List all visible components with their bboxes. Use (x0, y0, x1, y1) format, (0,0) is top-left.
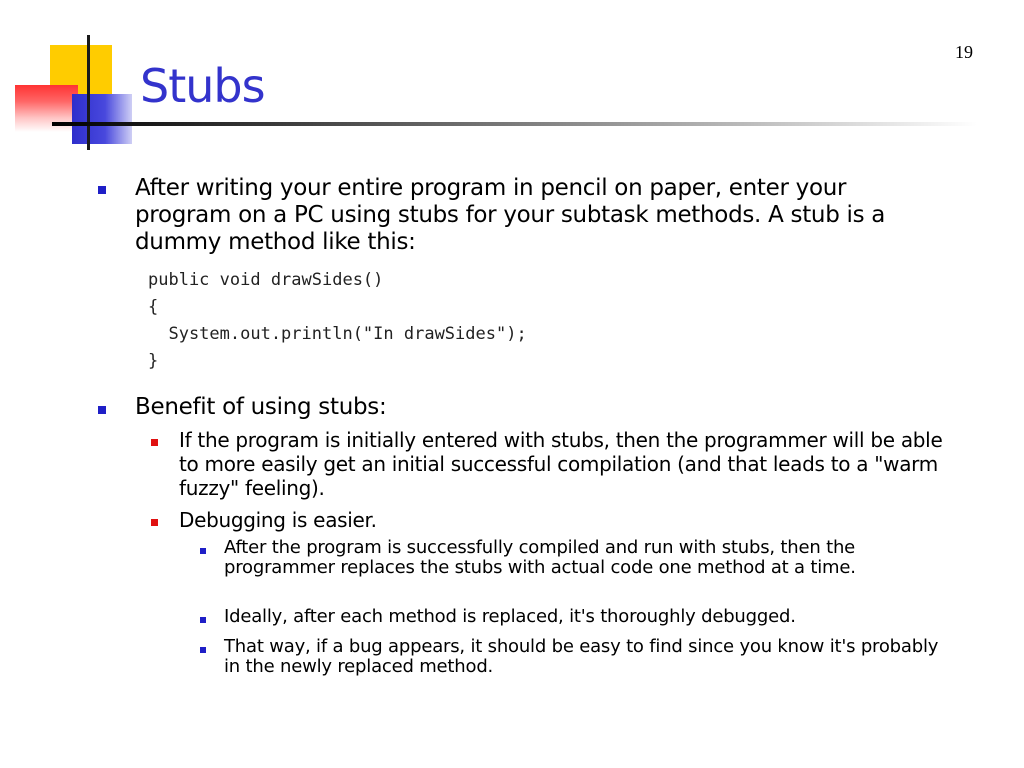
bullet-text-intro: After writing your entire program in pencil on paper, enter your program on a PC using stubs for your subtask methods. A stub is a dummy method like this: (135, 175, 886, 255)
slide-title: Stubs (140, 59, 265, 113)
sub-bullet-marker (151, 439, 158, 446)
code-line-2: { (148, 297, 159, 317)
code-line-3: System.out.println("In drawSides"); (148, 324, 527, 344)
sub-bullet-text: If the program is initially entered with stubs, then the programmer will be able to more easily get an initial successful compilation (and that leads to a "warm fuzzy" feeling). (179, 428, 943, 500)
sub-bullet-text: Debugging is easier. (179, 508, 377, 532)
sub-sub-bullet-marker (200, 548, 206, 554)
slide-number: 19 (955, 42, 973, 62)
sub-bullet-marker (151, 519, 158, 526)
decor-vertical-line (87, 35, 90, 150)
bullet-marker (98, 406, 106, 414)
sub-sub-bullet-text: Ideally, after each method is replaced, it's thoroughly debugged. (224, 606, 796, 627)
sub-sub-bullet-text: After the program is successfully compiled and run with stubs, then the programmer replaces the stubs with actual code one method at a time. (224, 537, 856, 578)
code-line-4: } (148, 351, 159, 371)
sub-sub-bullet-marker (200, 617, 206, 623)
sub-sub-bullet-text: That way, if a bug appears, it should be easy to find since you know it's probably in the newly replaced method. (224, 636, 939, 677)
code-line-1: public void drawSides() (148, 270, 384, 290)
decor-blue-square (72, 94, 132, 144)
title-underline (52, 122, 977, 126)
bullet-text-benefit: Benefit of using stubs: (135, 394, 387, 420)
sub-sub-bullet-marker (200, 647, 206, 653)
bullet-marker (98, 186, 106, 194)
